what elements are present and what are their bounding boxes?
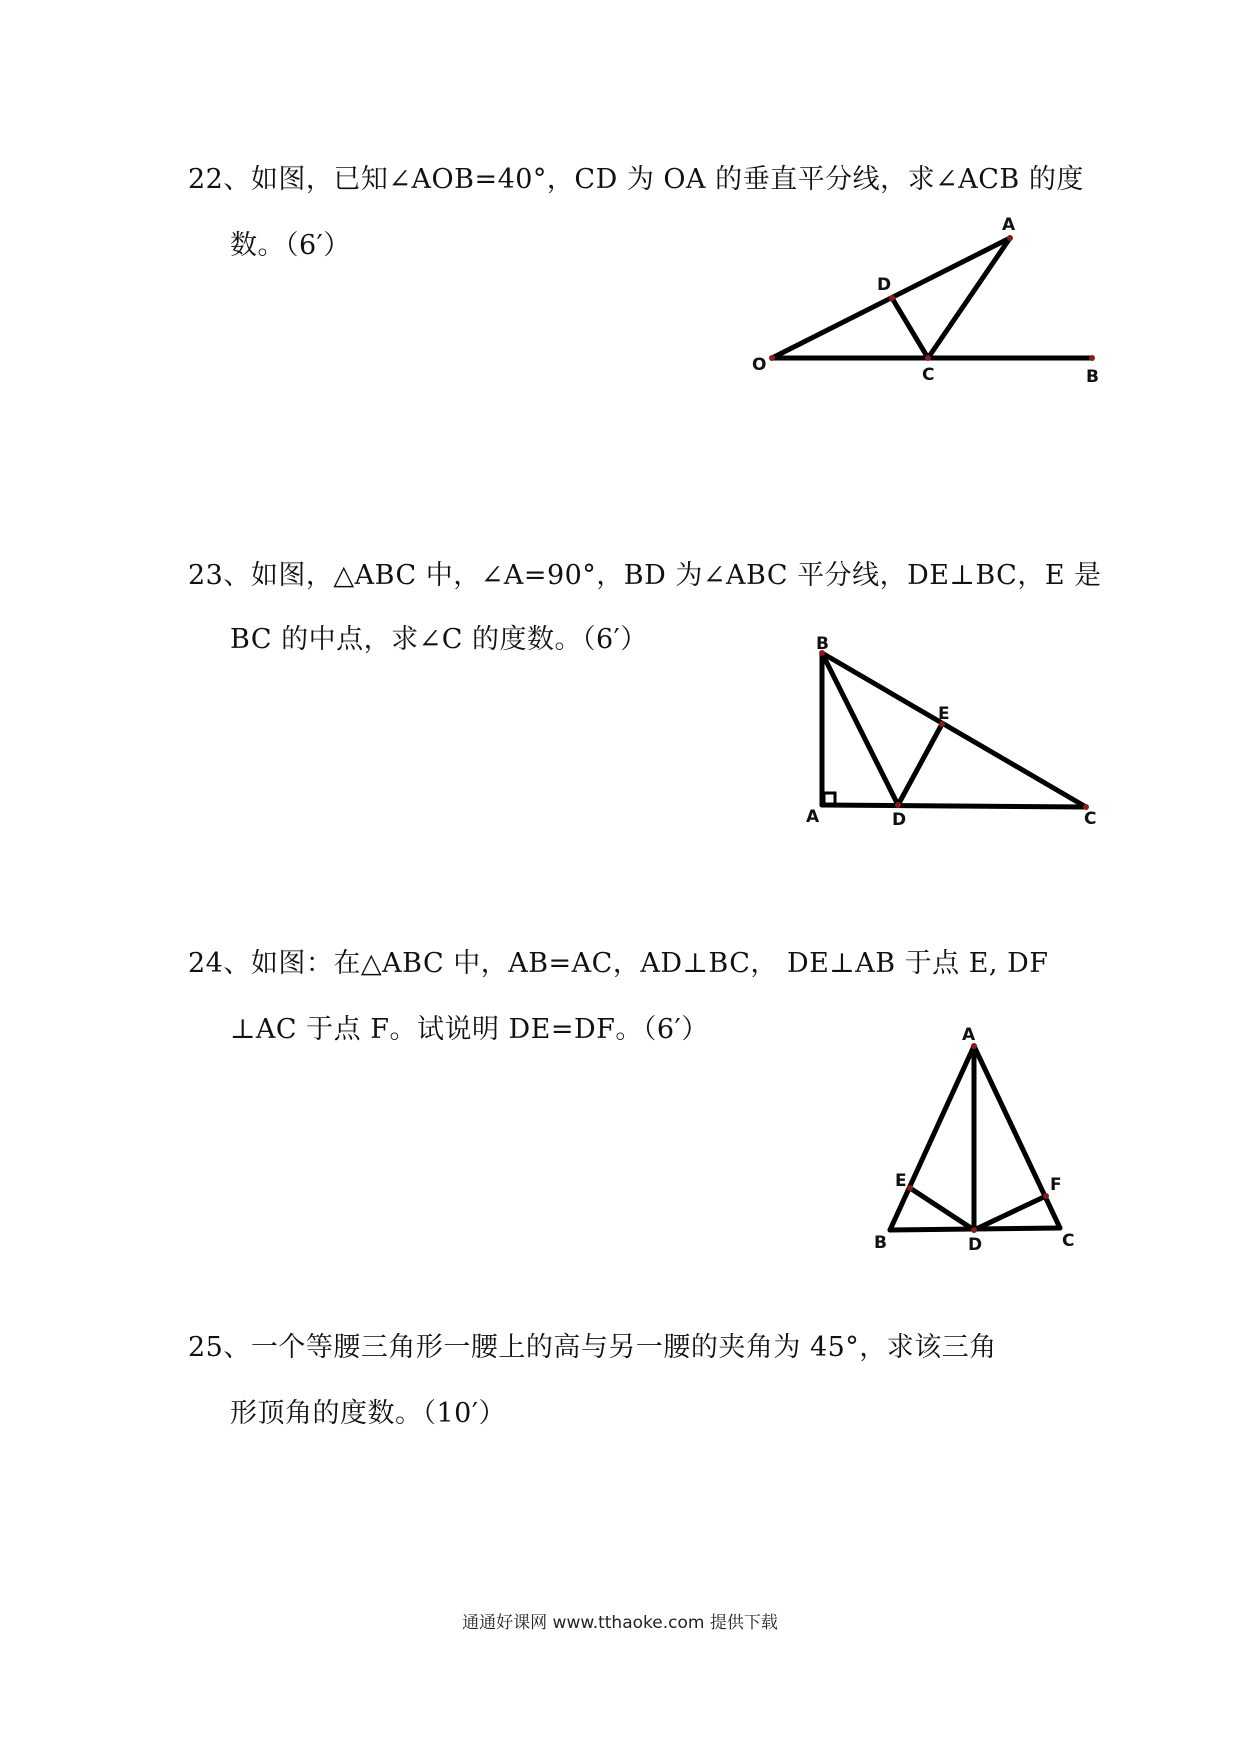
q22-label-D: D xyxy=(877,275,892,295)
q24-line1: 24、如图：在△ABC 中，AB=AC，AD⊥BC， DE⊥AB 于点 E, DF xyxy=(188,948,1049,979)
q22-line1: 22、如图，已知∠AOB=40°，CD 为 OA 的垂直平分线，求∠ACB 的度 xyxy=(188,164,1084,195)
q23-label-B: B xyxy=(816,634,829,654)
q24-label-D: D xyxy=(968,1235,983,1255)
q22-label-A: A xyxy=(1002,215,1016,235)
q22-label-C: C xyxy=(922,365,935,385)
q22-label-O: O xyxy=(752,355,767,375)
page-footer: 通通好课网 www.tthaoke.com 提供下载 xyxy=(462,1613,778,1633)
q23-line1: 23、如图，△ABC 中，∠A=90°，BD 为∠ABC 平分线，DE⊥BC，E 是 xyxy=(188,560,1102,591)
q25-line1: 25、一个等腰三角形一腰上的高与另一腰的夹角为 45°，求该三角 xyxy=(188,1332,997,1363)
q23-label-C: C xyxy=(1084,809,1097,829)
q24-label-B: B xyxy=(874,1233,887,1253)
q24-label-E: E xyxy=(895,1171,907,1191)
q25-line2: 形顶角的度数。（10′） xyxy=(230,1398,506,1429)
q23-figure xyxy=(800,635,1120,835)
q23-label-E: E xyxy=(938,704,950,724)
q22-label-B: B xyxy=(1086,367,1099,387)
q23-label-D: D xyxy=(892,810,907,830)
q23-label-A: A xyxy=(806,807,820,827)
q22-figure xyxy=(740,210,1120,390)
q24-label-A: A xyxy=(962,1025,976,1045)
q23-line2: BC 的中点，求∠C 的度数。（6′） xyxy=(230,624,648,655)
q24-label-F: F xyxy=(1050,1175,1062,1195)
q24-label-C: C xyxy=(1062,1231,1075,1251)
q24-figure xyxy=(850,1020,1100,1280)
q24-line2: ⊥AC 于点 F。试说明 DE=DF。（6′） xyxy=(230,1014,709,1045)
q22-line2: 数。（6′） xyxy=(230,230,351,261)
